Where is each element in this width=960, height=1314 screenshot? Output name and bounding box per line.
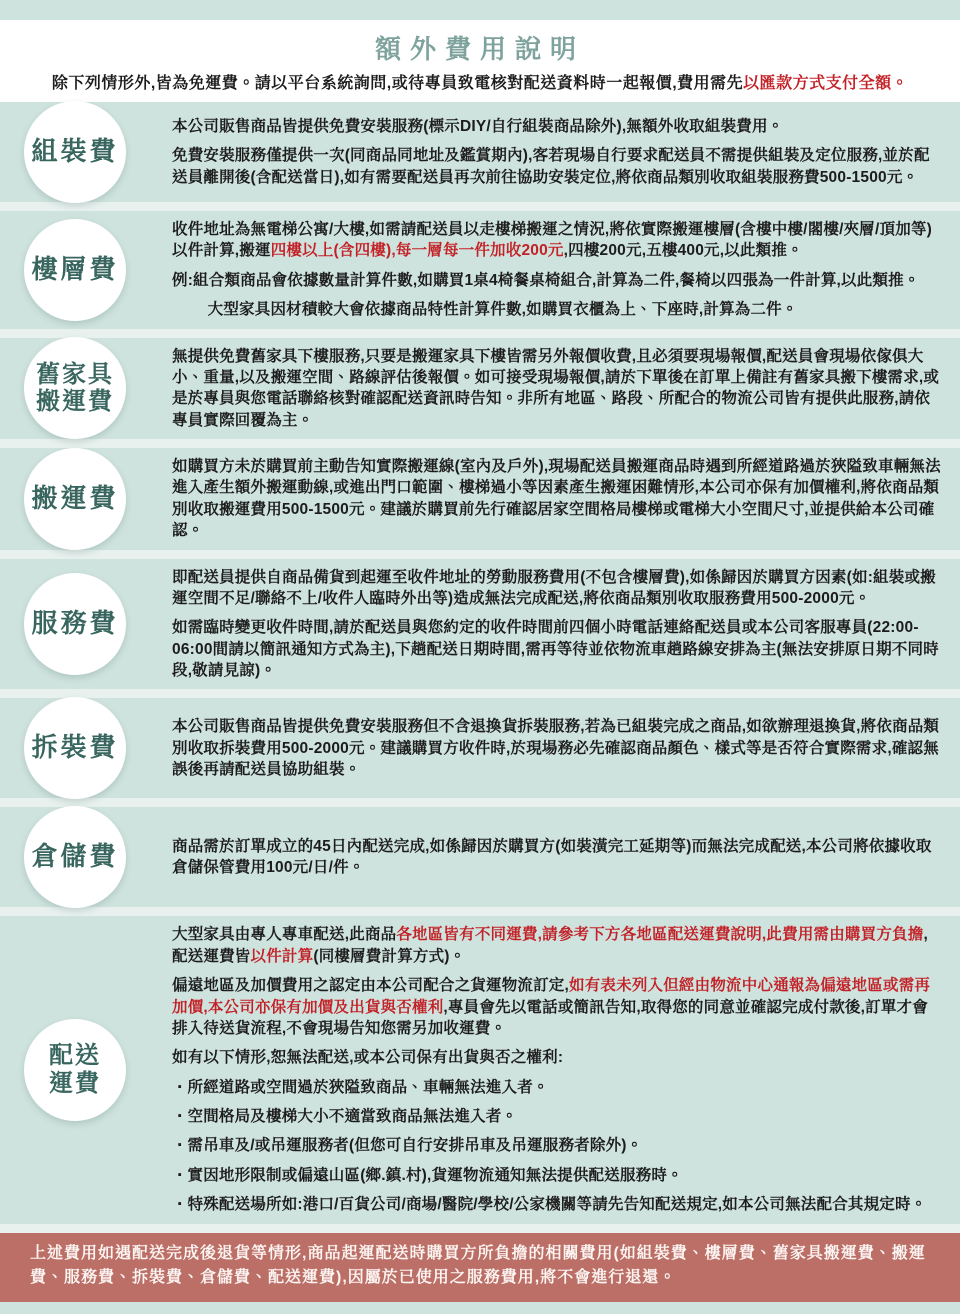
text-run: 收件地址為無電梯公寓/大樓,如需請配送員以走樓梯搬運之情況,將依實際搬運樓層(含樓中樓/閣樓/夾層/頂加等)以件計算,搬運 [172, 221, 932, 260]
top-strip [0, 0, 960, 20]
paragraph [172, 270, 942, 291]
page-subtitle [10, 70, 950, 93]
paragraph [172, 1135, 942, 1156]
section-divider [0, 689, 960, 698]
fee-badge-label: 配送 [49, 1042, 101, 1070]
paragraph [172, 1047, 942, 1068]
assembly-fee-content [172, 116, 942, 188]
section-divider [0, 202, 960, 211]
paragraph [172, 1106, 942, 1127]
disassembly-fee-badge [24, 697, 126, 799]
text-run: 如有以下情形,恕無法配送,或本公司保有出貨與否之權利: [172, 1049, 564, 1067]
disassembly-fee-content [172, 716, 942, 780]
section-divider [0, 439, 960, 448]
fee-badge-label: 組裝費 [31, 136, 119, 167]
fee-badge-label: 舊家具 [36, 360, 114, 388]
refund-notice-text: 上述費用如遇配送完成後退貨等情形,商品起運配送時購買方所負擔的相關費用(如組裝費、樓層費、舊家具搬運費、搬運費、服務費、拆裝費、倉儲費、配送運費),因屬於已使用之服務費用,將不會進行退還。 [30, 1244, 926, 1287]
bullet-dot: ‧ [176, 1196, 183, 1214]
fee-section-service-fee [0, 559, 960, 690]
text-run: 本公司販售商品皆提供免費安裝服務(標示DIY/自行組裝商品除外),無額外收取組裝費用。 [172, 117, 784, 135]
section-divider [0, 550, 960, 559]
text-run: 無提供免費舊家具下樓服務,只要是搬運家具下樓皆需另外報價收費,且必須要現場報價,配送員會現場依傢俱大小、重量,以及搬運空間、路線評估後報價。如可接受現場報價,請於下單後在訂單上備註有舊家具搬下樓需求,或是於專員與您電話聯絡核對確認配送資訊時告知。非所有地區、路段、所配合的物流公司皆有提供此服務,請依專員實際回覆為主。 [172, 347, 940, 429]
text-run: (同樓層費計算方式)。 [313, 947, 466, 965]
fee-badge-label: 拆裝費 [31, 732, 119, 763]
section-divider [0, 329, 960, 338]
text-run: 商品需於訂單成立的45日內配送完成,如係歸因於購買方(如裝潢完工延期等)而無法完成配送,本公司將依據收取倉儲保管費用100元/日/件。 [172, 838, 932, 877]
delivery-fee-badge [24, 1019, 126, 1121]
fee-section-storage-fee [0, 807, 960, 907]
section-divider [0, 798, 960, 807]
text-run: 免費安裝服務僅提供一次(同商品同地址及鑑賞期內),客若現場自行要求配送員不需提供組裝及定位服務,並於配送員離開後(含配送當日),如有需要配送員再次前往協助安裝定位,將依商品類別收取組裝服務費500-1500元。 [172, 147, 930, 186]
text-run: 需吊車及/或吊運服務者(但您可自行安排吊車及吊運服務者除外)。 [187, 1137, 643, 1155]
paragraph [172, 567, 942, 610]
text-run: 所經道路或空間過於狹隘致商品、車輛無法進入者。 [187, 1078, 549, 1096]
service-fee-content [172, 567, 942, 682]
storage-fee-badge [24, 806, 126, 908]
moving-fee-content [172, 456, 942, 542]
page-header [0, 20, 960, 102]
paragraph [172, 924, 942, 967]
fee-section-disassembly-fee [0, 698, 960, 798]
text-run: 如需臨時變更收件時間,請於配送員與您約定的收件時間前四個小時電話連絡配送員或本公司客服專員(22:00-06:00間請以簡訊通知方式為主),下趟配送日期時間,需再等待並依物流車趟路線安排為主(無法安排原日期不同時段,敬請見諒)。 [172, 619, 939, 679]
text-run: 即配送員提供自商品備貨到起運至收件地址的勞動服務費用(不包含樓層費),如係歸因於購買方因素(如:組裝或搬運空間不足/聯絡不上/收件人臨時外出等)造成無法完成配送,將依商品類別收取服務費用500-2000元。 [172, 568, 936, 607]
service-fee-badge [24, 573, 126, 675]
bottom-strip [0, 1302, 960, 1314]
paragraph [172, 1194, 942, 1215]
old-furniture-moving-fee-content [172, 346, 942, 432]
fee-section-old-furniture-moving-fee [0, 338, 960, 440]
fee-badge-label: 樓層費 [31, 253, 119, 284]
text-run: 偏遠地區及加價費用之認定由本公司配合之貨運物流訂定, [172, 977, 570, 995]
fee-section-moving-fee [0, 448, 960, 550]
text-run: 特殊配送場所如:港口/百貨公司/商場/醫院/學校/公家機關等請先告知配送規定,如本公司無法配合其規定時。 [187, 1196, 927, 1214]
text-run: 大型家具因材積較大會依據商品特性計算件數,如購買衣櫃為上、下座時,計算為二件。 [207, 301, 798, 319]
fee-section-assembly-fee [0, 102, 960, 202]
paragraph [172, 1077, 942, 1098]
floor-fee-badge [24, 219, 126, 321]
page-title: 額外費用說明 [374, 34, 585, 64]
paragraph [172, 716, 942, 780]
section-divider [0, 1224, 960, 1233]
paragraph [172, 219, 942, 262]
text-run: ,配送運費皆 [172, 926, 928, 965]
paragraph [172, 299, 942, 320]
storage-fee-content [172, 836, 942, 879]
text-run: 空間格局及樓梯大小不適當致商品無法進入者。 [187, 1108, 518, 1125]
floor-fee-content [172, 219, 942, 321]
bullet-dot: ‧ [176, 1166, 183, 1184]
text-run: 四樓以上(含四樓),每一層每一件加收200元 [270, 242, 564, 260]
paragraph [172, 456, 942, 542]
text-run: 如有表未列入但經由物流中心通報為偏遠地區或需再加價,本公司亦保有加價及出貨與否權利 [172, 977, 931, 1016]
paragraph [172, 145, 942, 188]
paragraph [172, 1165, 942, 1186]
bullet-dot: ‧ [176, 1137, 183, 1155]
text-run: 各地區皆有不同運費,請參考下方各地區配送運費說明,此費用需由購買方負擔 [396, 926, 924, 944]
fee-badge-label: 搬運費 [31, 482, 119, 513]
fee-badge-label: 服務費 [31, 607, 119, 638]
paragraph [172, 836, 942, 879]
moving-fee-badge [24, 448, 126, 550]
fee-sections [0, 102, 960, 1233]
fee-badge-label: 倉儲費 [31, 841, 119, 872]
text-run: 例:組合類商品會依據數量計算件數,如購買1桌4椅餐桌椅組合,計算為二件,餐椅以四張為一件計算,以此類推。 [172, 271, 920, 289]
fee-badge-label: 搬運費 [36, 388, 114, 416]
delivery-fee-content [172, 924, 942, 1215]
paragraph [172, 617, 942, 681]
assembly-fee-badge [24, 101, 126, 203]
subtitle-text: 除下列情形外,皆為免運費。請以平台系統詢問,或待專員致電核對配送資料時一起報價,費用需先 [51, 75, 744, 92]
bullet-dot: ‧ [176, 1108, 183, 1125]
subtitle-highlight: 以匯款方式支付全額。 [743, 75, 909, 92]
text-run: 如購買方未於購買前主動告知實際搬運線(室內及戶外),現場配送員搬運商品時遇到所經道路過於狹隘致車輛無法進入產生額外搬運動線,或進出門口範圍、樓梯過小等因素產生搬運困難情形,本公司亦保有加價權利,將依商品類別收取搬運費用500-1500元。建議於購買前先行確認居家空間格局樓梯或電梯大小空間尺寸,並提供給本公司確認。 [172, 458, 941, 540]
fee-section-floor-fee [0, 211, 960, 329]
text-run: 本公司販售商品皆提供免費安裝服務但不含退換貨拆裝服務,若為已組裝完成之商品,如欲辦理退換貨,將依商品類別收取拆裝費用500-2000元。建議購買方收件時,於現場務必先確認商品顏色、樣式等是否符合實際需求,確認無誤後再請配送員協助組裝。 [172, 718, 940, 779]
fee-section-delivery-fee [0, 916, 960, 1223]
text-run: 實因地形限制或偏遠山區(鄉.鎮.村),貨運物流通知無法提供配送服務時。 [187, 1166, 683, 1184]
fee-badge-label: 運費 [49, 1069, 101, 1097]
paragraph [172, 975, 942, 1039]
paragraph [172, 346, 942, 432]
text-run: ,專員會先以電話或簡訊告知,取得您的同意並確認完成付款後,訂單才會排入待送貨流程,不會現場告知您需另加收運費。 [172, 998, 928, 1037]
text-run: ,四樓200元,五樓400元,以此類推。 [563, 242, 803, 260]
section-divider [0, 907, 960, 916]
old-furniture-moving-fee-badge [24, 337, 126, 439]
text-run: 大型家具由專人專車配送,此商品 [172, 926, 397, 944]
refund-notice [0, 1233, 960, 1303]
bullet-dot: ‧ [176, 1078, 183, 1096]
paragraph [172, 116, 942, 137]
text-run: 以件計算 [250, 947, 314, 965]
